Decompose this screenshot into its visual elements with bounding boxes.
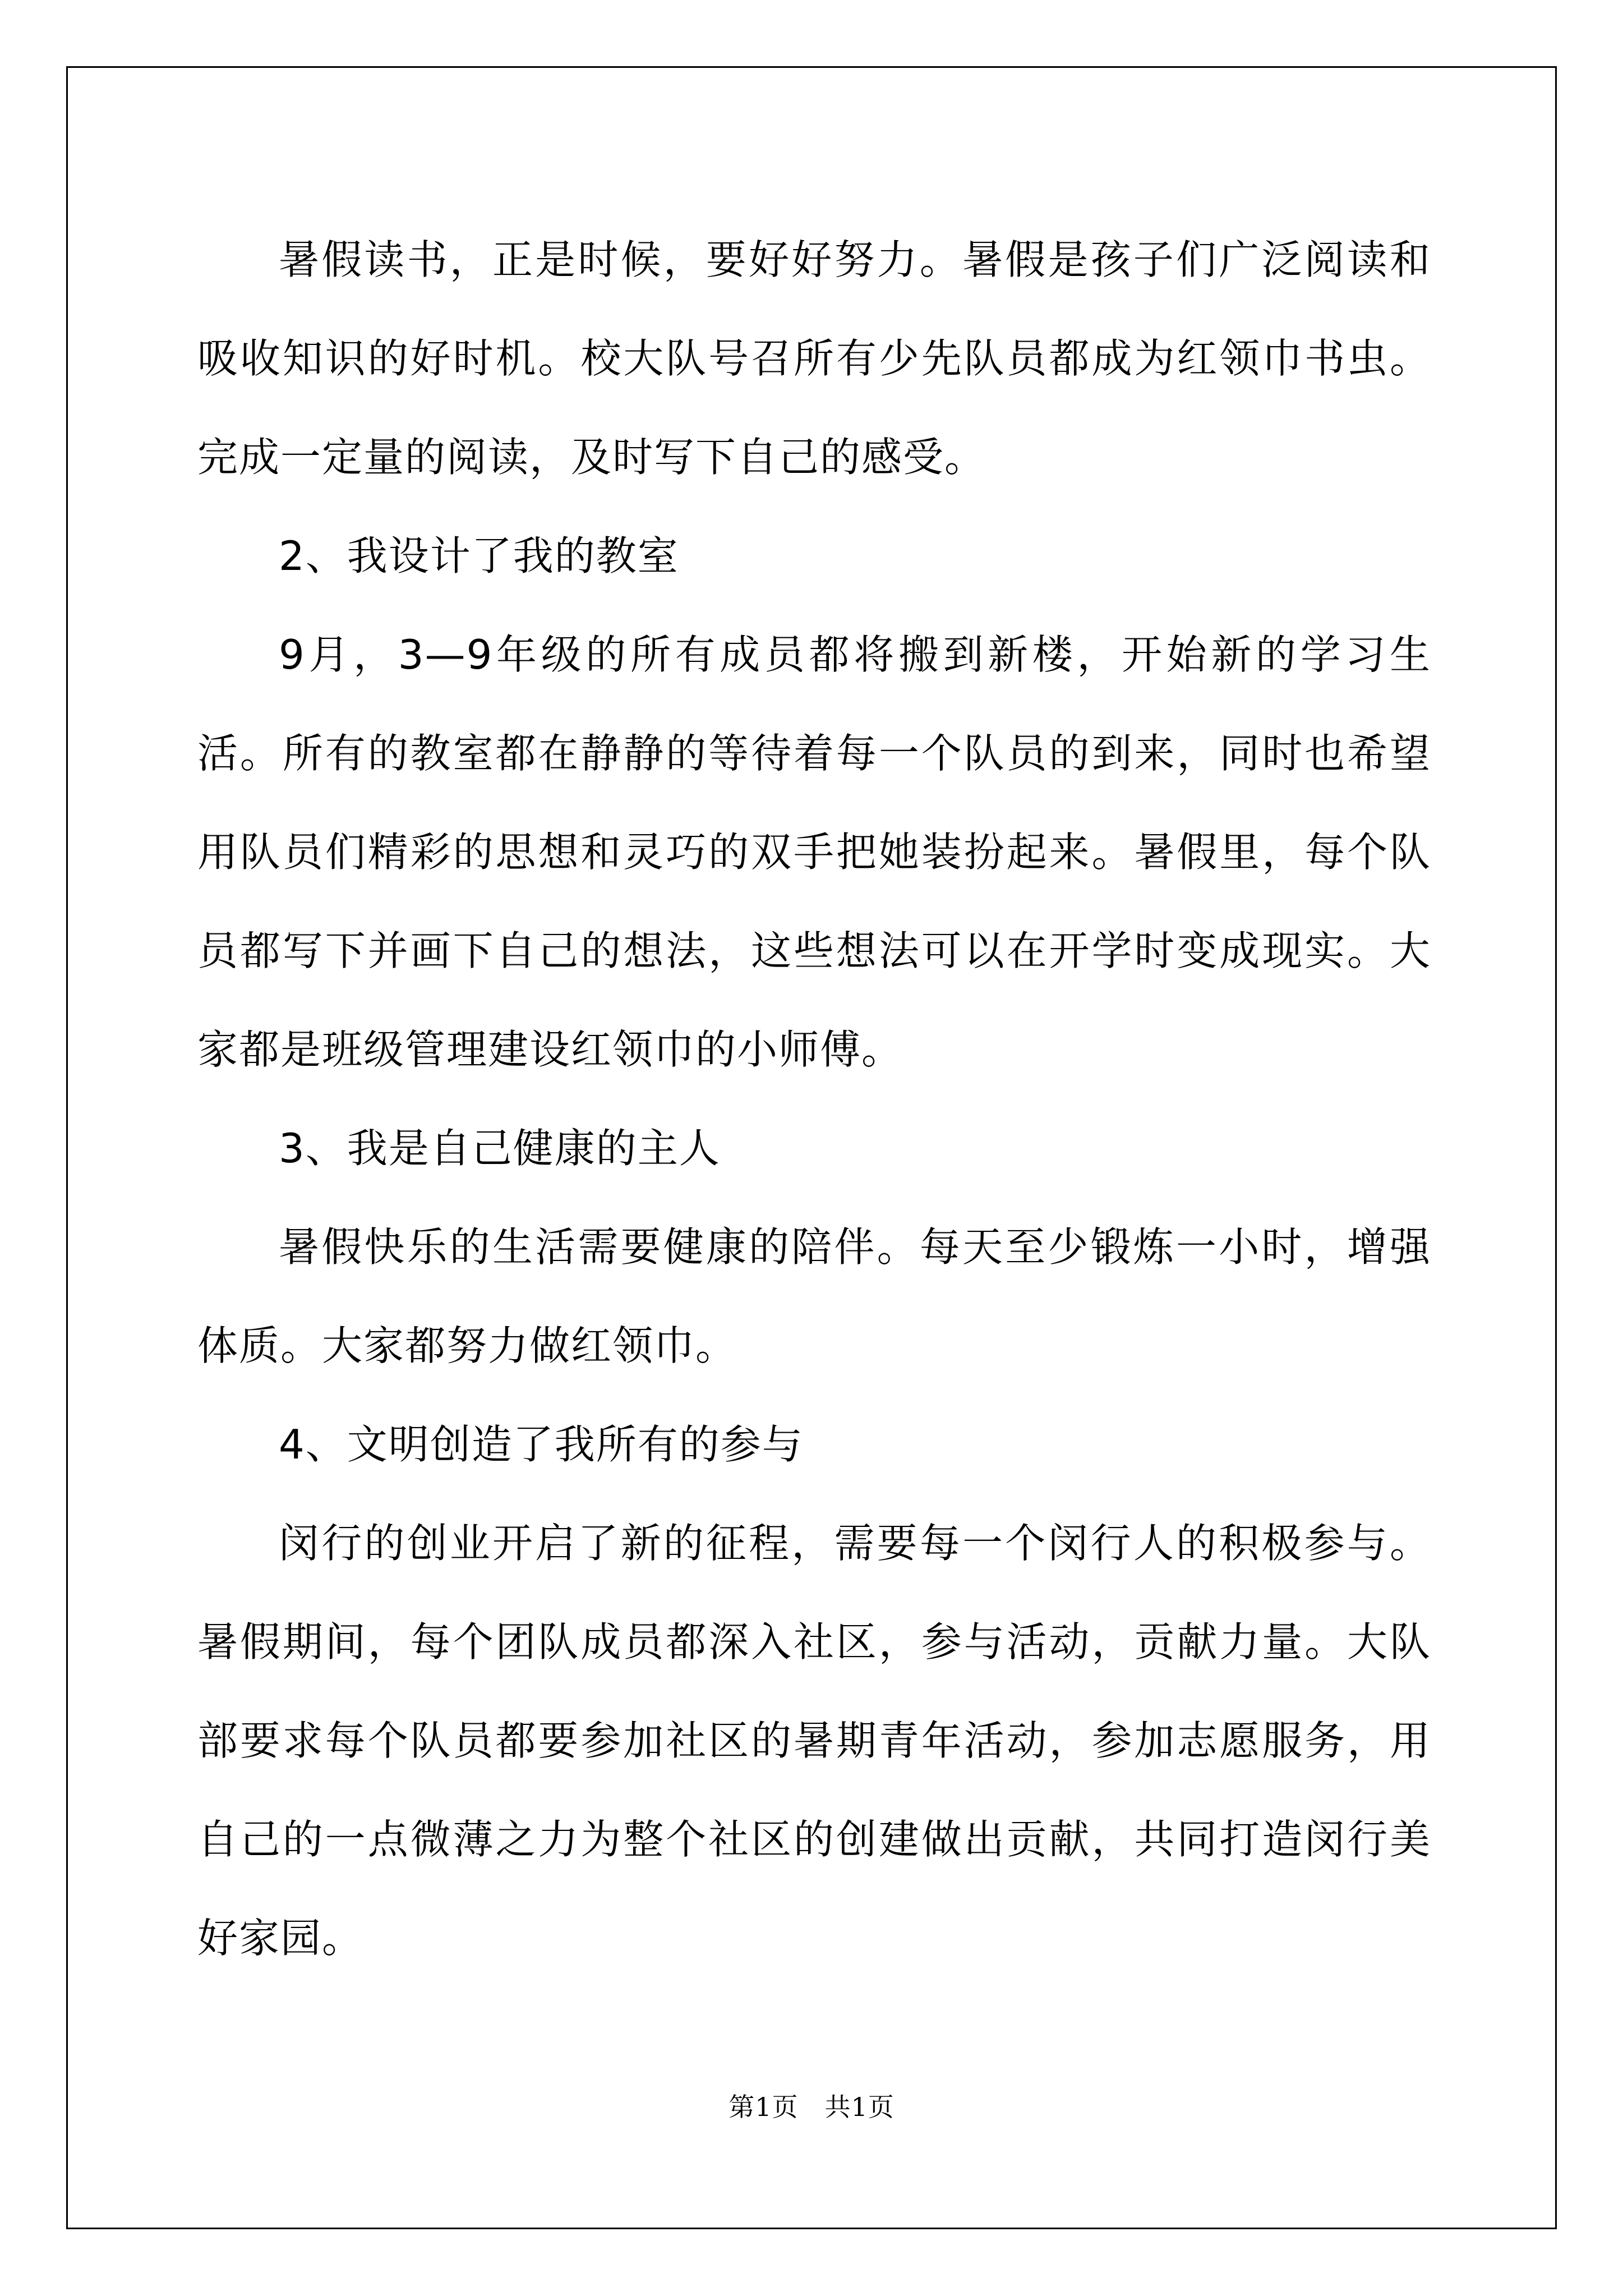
paragraph: 暑假快乐的生活需要健康的陪伴。每天至少锻炼一小时，增强体质。大家都努力做红领巾。 [197,1223,1431,1369]
paragraph: 暑假读书，正是时候，要好好努力。暑假是孩子们广泛阅读和吸收知识的好时机。校大队号召所有少先队员都成为红领巾书虫。完成一定量的阅读，及时写下自己的感受。 [197,236,1431,481]
document-body [197,210,1431,1987]
paragraph: 闵行的创业开启了新的征程，需要每一个闵行人的积极参与。暑假期间，每个团队成员都深入社区，参与活动，贡献力量。大队部要求每个队员都要参加社区的暑期青年活动，参加志愿服务，用自己的一点微薄之力为整个社区的创建做出贡献，共同打造闵行美好家园。 [197,1520,1431,1962]
section-heading: 3、我是自己健康的主人 [279,1125,721,1172]
section-heading: 2、我设计了我的教室 [279,532,679,579]
paragraph: 9月，3—9年级的所有成员都将搬到新楼，开始新的学习生活。所有的教室都在静静的等待着每一个队员的到来，同时也希望用队员们精彩的思想和灵巧的双手把她装扮起来。暑假里，每个队员都写下并画下自己的想法，这些想法可以在开学时变成现实。大家都是班级管理建设红领巾的小师傅。 [197,631,1431,1073]
section-heading: 4、文明创造了我所有的参与 [279,1421,804,1468]
page-number-footer: 第1页 共1页 [728,2092,895,2122]
